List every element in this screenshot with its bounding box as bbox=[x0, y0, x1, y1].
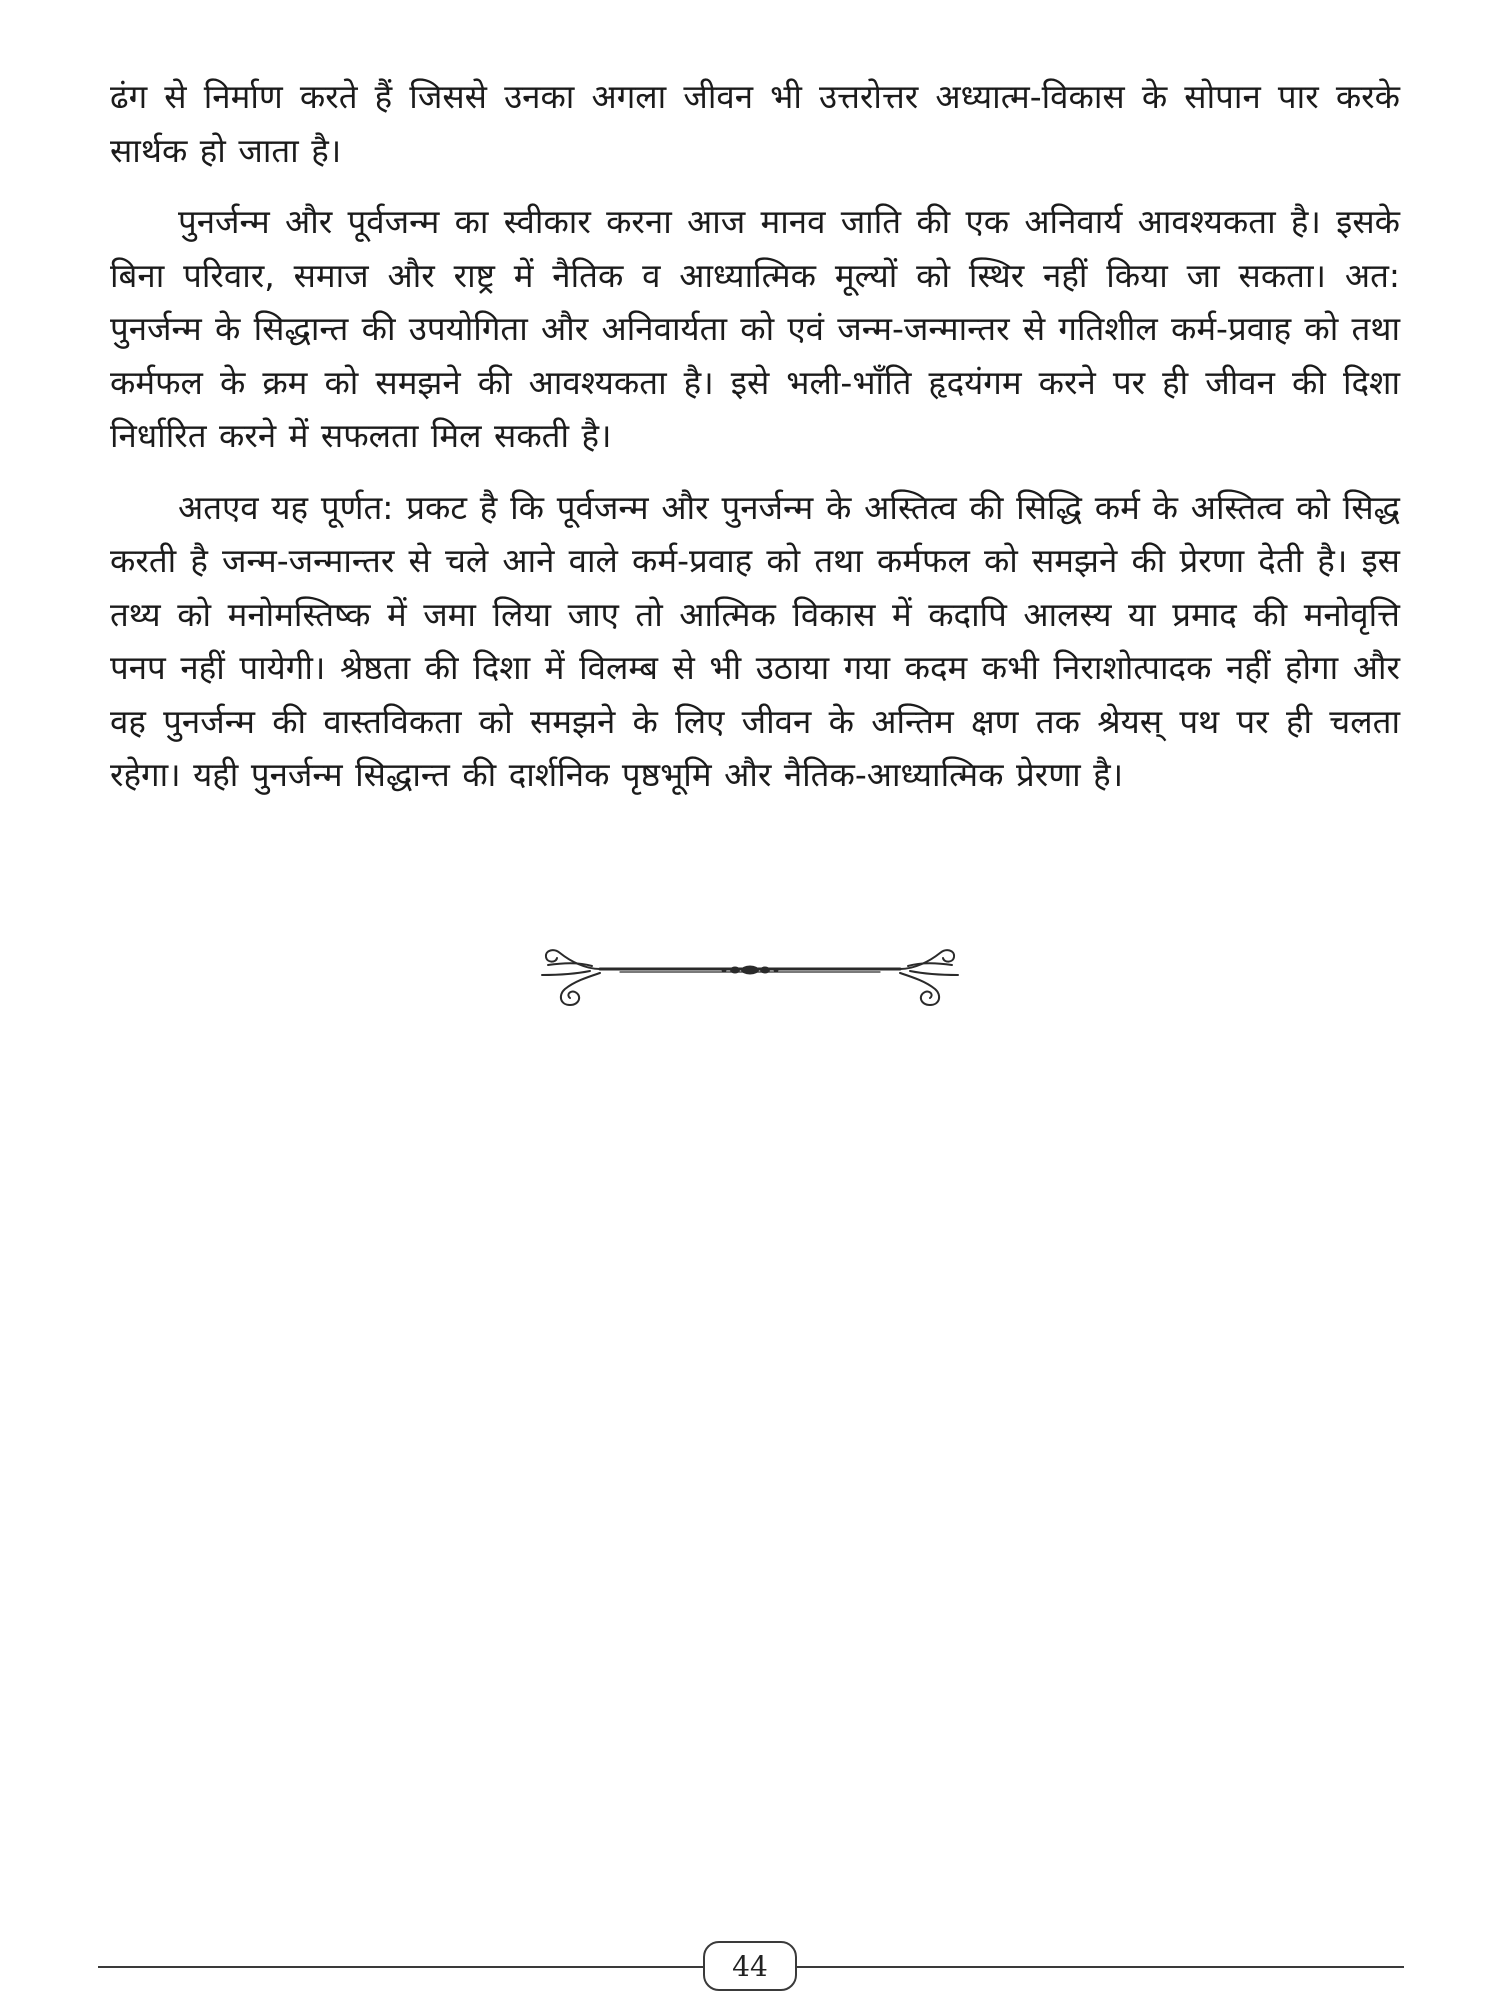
body-text bbox=[110, 70, 1400, 820]
paragraph-rebirth-necessity: पुनर्जन्म और पूर्वजन्म का स्वीकार करना आज मानव जाति की एक अनिवार्य आवश्यकता है। इसके बिना परिवार, समाज और राष्ट्र में नैतिक व आध्यात्मिक मूल्यों को स्थिर नहीं किया जा सकता। अत: पुनर्जन्म के सिद्धान्त की उपयोगिता और अनिवार्यता को एवं जन्म-जन्मान्तर से गतिशील कर्म-प्रवाह को तथा कर्मफल के क्रम को समझने की आवश्यकता है। इसे भली-भाँति हृदयंगम करने पर ही जीवन की दिशा निर्धारित करने में सफलता मिल सकती है। bbox=[110, 202, 1400, 455]
flourish-divider-icon bbox=[530, 935, 970, 1015]
footer-rule-right bbox=[797, 1966, 1404, 1968]
paragraph-continuation: ढंग से निर्माण करते हैं जिससे उनका अगला जीवन भी उत्तरोत्तर अध्यात्म-विकास के सोपान पार करके सार्थक हो जाता है। bbox=[110, 77, 1400, 170]
footer-rule-left bbox=[98, 1966, 703, 1968]
paragraph-conclusion: अतएव यह पूर्णत: प्रकट है कि पूर्वजन्म और पुनर्जन्म के अस्तित्व की सिद्धि कर्म के अस्तित्व को सिद्ध करती है जन्म-जन्मान्तर से चले आने वाले कर्म-प्रवाह को तथा कर्मफल को समझने की प्रेरणा देती है। इस तथ्य को मनोमस्तिष्क में जमा लिया जाए तो आत्मिक विकास में कदापि आलस्य या प्रमाद की मनोवृत्ति पनप नहीं पायेगी। श्रेष्ठता की दिशा में विलम्ब से भी उठाया गया कदम कभी निराशोत्पादक नहीं होगा और वह पुनर्जन्म की वास्तविकता को समझने के लिए जीवन के अन्तिम क्षण तक श्रेयस् पथ पर ही चलता रहेगा। यही पुनर्जन्म सिद्धान्त की दार्शनिक पृष्ठभूमि और नैतिक-आध्यात्मिक प्रेरणा है। bbox=[110, 487, 1400, 794]
page-footer bbox=[0, 1935, 1500, 1995]
page-number-box bbox=[703, 1941, 797, 1991]
page-number: 44 bbox=[732, 1949, 768, 1983]
